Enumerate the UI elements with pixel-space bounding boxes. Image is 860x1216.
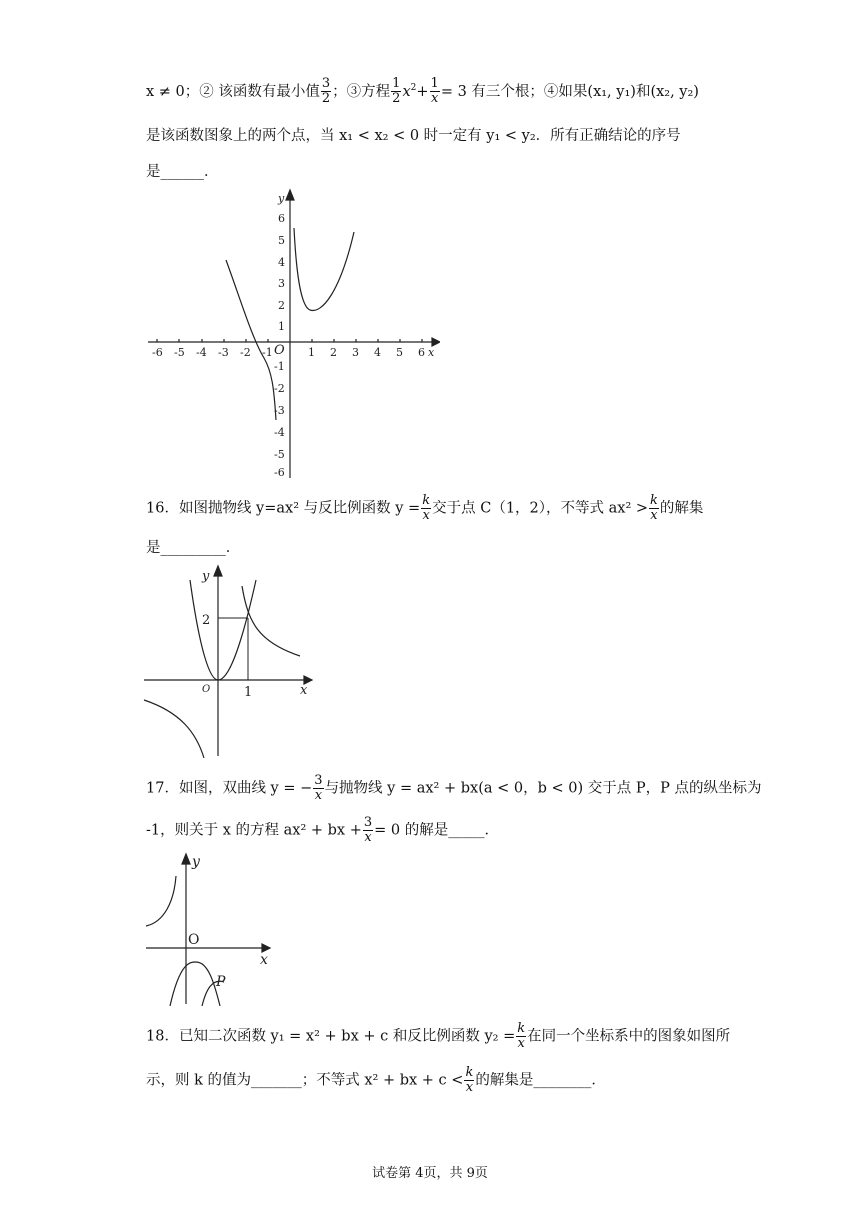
svg-text:O: O <box>274 343 285 358</box>
svg-text:2: 2 <box>202 613 211 628</box>
svg-text:6: 6 <box>278 212 285 225</box>
svg-text:2: 2 <box>278 299 285 312</box>
svg-text:5: 5 <box>396 346 403 359</box>
q15-line3: 是______． <box>146 164 219 180</box>
min-value-fraction: $\frac{3}{2}$ <box>321 76 331 107</box>
svg-text:1: 1 <box>244 685 253 700</box>
svg-text:3: 3 <box>278 277 285 290</box>
svg-text:-5: -5 <box>174 346 185 359</box>
svg-text:-1: -1 <box>262 346 273 359</box>
svg-text:x: x <box>260 952 268 968</box>
svg-text:-6: -6 <box>274 466 285 479</box>
svg-text:4: 4 <box>278 256 285 269</box>
q16-line2: 是_________． <box>146 540 241 556</box>
right-curve <box>294 228 354 310</box>
svg-text:-2: -2 <box>240 346 251 359</box>
q17-hyperbola-parabola-graph <box>140 852 280 1006</box>
q15-line1: x ≠ 0；② 该函数有最小值 $\frac{3}{2}$ ；③方程 $\frac{1}{2}$ $x^2+$ $\frac{1}{x}$ = 3 有三个根；④如果(x₁, y₁)和(x₂, y₂) <box>146 76 699 107</box>
svg-text:-2: -2 <box>274 382 285 395</box>
parabola <box>190 580 256 680</box>
point-2: (x₂, y₂) <box>650 83 699 100</box>
svg-text:5: 5 <box>278 234 285 247</box>
q16-line1: 16．如图抛物线 y=ax² 与反比例函数 y = $\frac{k}{x}$ 交于点 C（1，2），不等式 ax² > $\frac{k}{x}$ 的解集 <box>146 493 704 523</box>
svg-text:x: x <box>300 683 308 698</box>
svg-text:-6: -6 <box>152 346 163 359</box>
svg-text:O: O <box>188 932 200 948</box>
svg-text:y: y <box>202 569 210 584</box>
hyperbola-branch <box>146 876 176 926</box>
svg-text:3: 3 <box>352 346 359 359</box>
svg-text:6: 6 <box>418 346 425 359</box>
svg-text:-4: -4 <box>196 346 207 359</box>
svg-text:y: y <box>278 192 285 205</box>
svg-text:1: 1 <box>308 346 315 359</box>
q15-line2: 是该函数图象上的两个点，当 x₁ < x₂ < 0 时一定有 y₁ < y₂．所有正确结论的序号 <box>146 128 681 144</box>
svg-text:-3: -3 <box>218 346 229 359</box>
svg-text:2: 2 <box>330 346 337 359</box>
point-1: (x₁, y₁) <box>587 83 636 100</box>
svg-text:4: 4 <box>374 346 381 359</box>
hyperbola-right <box>242 586 300 656</box>
svg-text:x: x <box>428 346 435 359</box>
q18-line2: 示，则 k 的值为_______；不等式 x² + bx + c < $\frac{k}{x}$ 的解集是________． <box>146 1065 606 1095</box>
svg-text:1: 1 <box>278 320 285 333</box>
inverse-fraction: $\frac{1}{x}$ <box>430 76 439 107</box>
svg-text:y: y <box>192 854 200 870</box>
k-over-x: $\frac{k}{x}$ <box>422 493 431 523</box>
q17-line1: 17．如图，双曲线 y = − $\frac{3}{x}$ 与抛物线 y = ax² + bx(a < 0，b < 0) 交于点 P，P 点的纵坐标为 <box>146 773 762 803</box>
svg-text:-4: -4 <box>274 426 285 439</box>
q15-function-graph <box>140 188 440 480</box>
svg-text:-5: -5 <box>274 448 285 461</box>
page-footer: 试卷第 4页，共 9页 <box>372 1166 488 1181</box>
q15-text-a: x ≠ 0；② 该函数有最小值 <box>146 83 320 100</box>
svg-text:-1: -1 <box>274 360 285 373</box>
q18-line1: 18．已知二次函数 y₁ = x² + bx + c 和反比例函数 y₂ = $\frac{k}{x}$ 在同一个坐标系中的图象如图所 <box>146 1021 731 1051</box>
svg-text:P: P <box>216 974 226 990</box>
svg-text:O: O <box>202 684 211 695</box>
svg-text:-3: -3 <box>274 404 285 417</box>
hyperbola-left <box>144 700 204 758</box>
q17-line2: -1，则关于 x 的方程 ax² + bx + $\frac{3}{x}$ = 0 的解是_____． <box>146 815 499 845</box>
q16-parabola-hyperbola-graph <box>140 562 320 758</box>
half-fraction: $\frac{1}{2}$ <box>392 76 401 107</box>
